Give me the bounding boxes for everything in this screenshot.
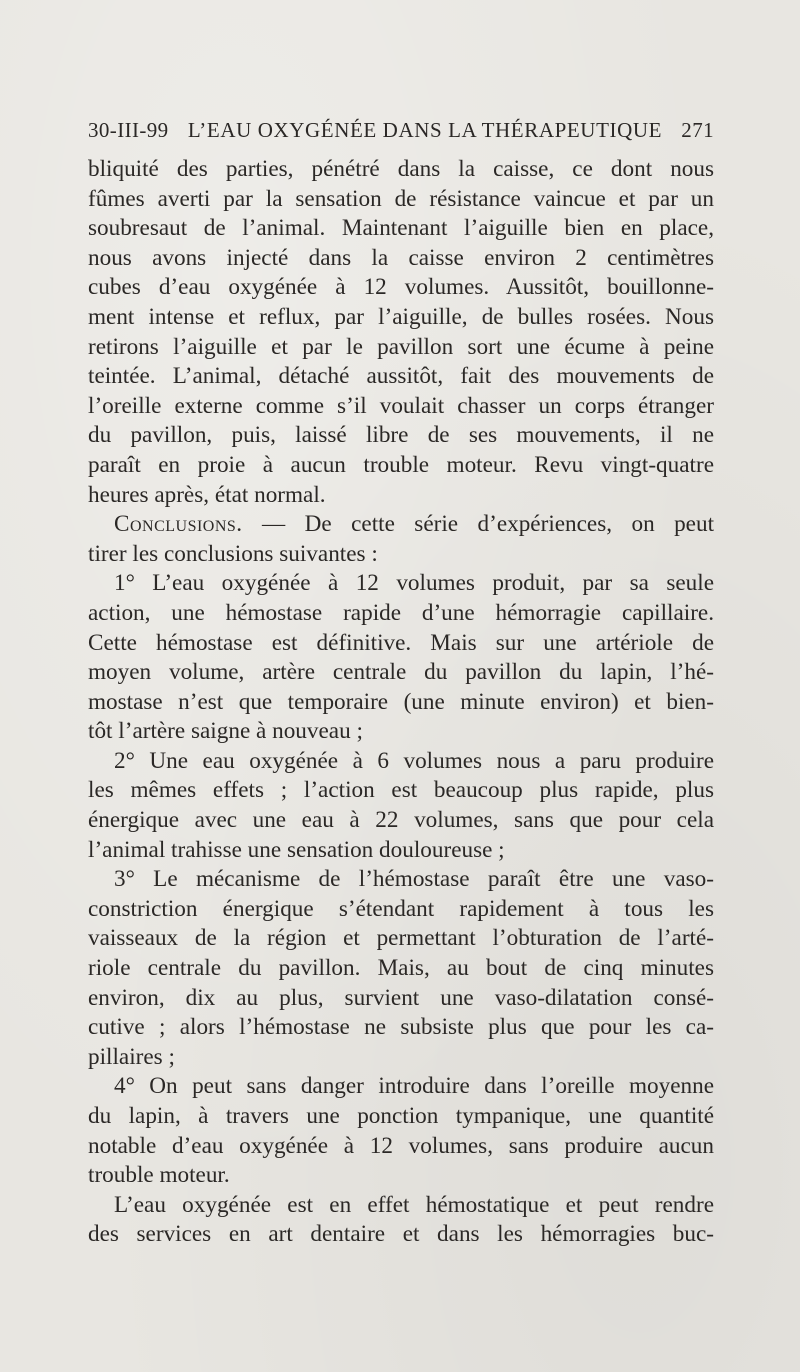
conclusions-heading: Conclusions. xyxy=(114,511,243,538)
conclusion-item-1: 1° L’eau oxygénée à 12 volumes produit, par sa seule xyxy=(114,570,714,597)
text-line: l’oreille externe comme s’il voulait chasser un corps étranger xyxy=(88,392,714,419)
text-line: trouble moteur. xyxy=(88,1162,230,1189)
conclusion-item-3: 3° Le mécanisme de l’hémostase paraît être une vaso- xyxy=(114,866,714,893)
text-line: nous avons injecté dans la caisse environ 2 centimètres xyxy=(88,244,714,271)
text-line: vaisseaux de la région et permettant l’obturation de l’arté- xyxy=(88,925,714,952)
header-date: 30-III-99 xyxy=(88,118,169,142)
text-line: constriction énergique s’étendant rapidement à tous les xyxy=(88,895,714,922)
conclusion-item-2: 2° Une eau oxygénée à 6 volumes nous a paru produire xyxy=(114,747,714,774)
text-line: du lapin, à travers une ponction tympanique, une quantité xyxy=(88,1103,714,1129)
text-line: soubresaut de l’animal. Maintenant l’aiguille bien en place, xyxy=(88,215,714,242)
text-line: retirons l’aiguille et par le pavillon sort une écume à peine xyxy=(88,333,714,360)
conclusions-heading-line xyxy=(88,510,714,540)
text-line: environ, dix au plus, survient une vaso-dilatation consé- xyxy=(88,984,714,1011)
text-line: moyen volume, artère centrale du pavillon du lapin, l’hé- xyxy=(88,659,714,686)
text-line: tôt l’artère saigne à nouveau ; xyxy=(88,718,363,745)
text-line: pillaires ; xyxy=(88,1043,175,1070)
text-line: heures après, état normal. xyxy=(88,481,326,508)
text-line: notable d’eau oxygénée à 12 volumes, sans produire aucun xyxy=(88,1132,714,1159)
text-line: teintée. L’animal, détaché aussitôt, fait des mouvements de xyxy=(88,363,714,390)
conclusion-item-4: 4° On peut sans danger introduire dans l’oreille moyenne xyxy=(114,1073,714,1100)
text-line: cubes d’eau oxygénée à 12 volumes. Aussitôt, bouillonne- xyxy=(88,274,714,301)
text-line: mostase n’est que temporaire (une minute environ) et bien- xyxy=(88,688,714,715)
text-line: énergique avec une eau à 22 volumes, sans que pour cela xyxy=(88,807,714,834)
header-title: L’EAU OXYGÉNÉE DANS LA THÉRAPEUTIQUE xyxy=(187,118,663,142)
text-line: tirer les conclusions suivantes : xyxy=(88,540,378,567)
text-line: riole centrale du pavillon. Mais, au bout de cinq minutes xyxy=(88,955,714,982)
text-line: bliquité des parties, pénétré dans la caisse, ce dont nous xyxy=(88,156,714,182)
page-number: 271 xyxy=(681,118,714,142)
text-line: les mêmes effets ; l’action est beaucoup plus rapide, plus xyxy=(88,777,714,804)
body-text xyxy=(88,155,714,1250)
conclusions-intro: — De cette série d’expériences, on peut xyxy=(262,511,715,538)
text-line: action, une hémostase rapide d’une hémorragie capillaire. xyxy=(88,599,714,626)
text-line: des services en art dentaire et dans les hémorragies buc- xyxy=(88,1221,714,1248)
text-line: paraît en proie à aucun trouble moteur. Revu vingt-quatre xyxy=(88,451,714,478)
running-header xyxy=(88,118,714,148)
text-line: l’animal trahisse une sensation douloureuse ; xyxy=(88,836,505,863)
text-line: du pavillon, puis, laissé libre de ses mouvements, il ne xyxy=(88,422,714,449)
closing-paragraph: L’eau oxygénée est en effet hémostatique et peut rendre xyxy=(114,1191,714,1218)
text-line: fûmes averti par la sensation de résistance vaincue et par un xyxy=(88,185,714,212)
text-line: ment intense et reflux, par l’aiguille, de bulles rosées. Nous xyxy=(88,303,714,330)
text-line: cutive ; alors l’hémostase ne subsiste plus que pour les ca- xyxy=(88,1014,714,1041)
text-line: Cette hémostase est définitive. Mais sur une artériole de xyxy=(88,629,714,656)
